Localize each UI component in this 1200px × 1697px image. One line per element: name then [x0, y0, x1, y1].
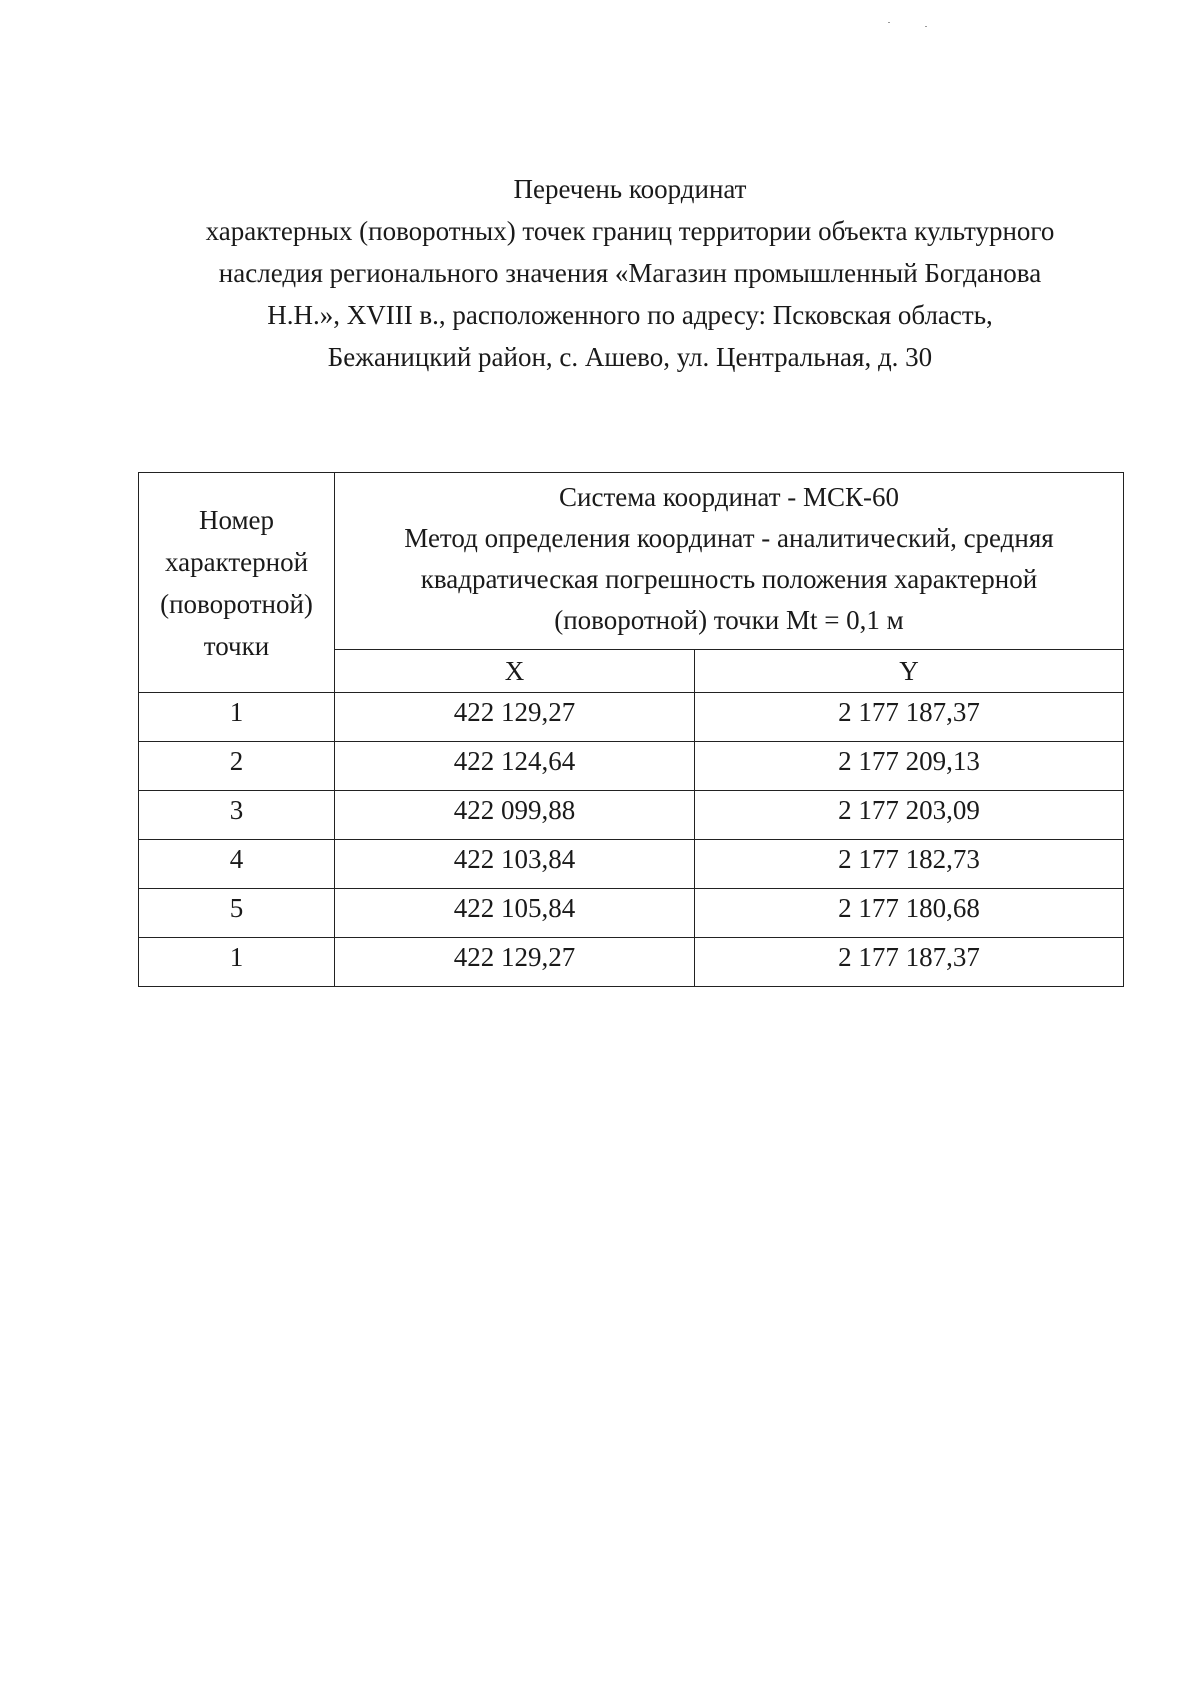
- header-line: характерной: [164, 546, 309, 577]
- point-number-cell: 2: [139, 742, 335, 791]
- document-title: [130, 168, 1130, 378]
- title-line: характерных (поворотных) точек границ территории объекта культурного: [205, 216, 1055, 246]
- point-number-cell: 1: [139, 938, 335, 987]
- scan-speck: [888, 22, 890, 23]
- x-column-header: X: [335, 650, 695, 693]
- y-value-cell: 2 177 187,37: [695, 938, 1124, 987]
- coordinate-system-header: [335, 473, 1124, 650]
- table-header-row: [139, 473, 1124, 650]
- title-line: наследия регионального значения «Магазин промышленный Богданова: [218, 258, 1042, 288]
- point-number-cell: 5: [139, 889, 335, 938]
- point-number-cell: 3: [139, 791, 335, 840]
- header-line: Система координат - МСК-60: [559, 482, 899, 512]
- title-line: Перечень координат: [513, 174, 747, 204]
- table-row: [139, 840, 1124, 889]
- y-column-header: Y: [695, 650, 1124, 693]
- header-line: (поворотной): [160, 588, 313, 619]
- table-row: [139, 742, 1124, 791]
- header-line: Номер: [198, 504, 275, 535]
- point-number-cell: 1: [139, 693, 335, 742]
- x-value-cell: 422 129,27: [335, 693, 695, 742]
- header-line: (поворотной) точки Mt = 0,1 м: [554, 605, 904, 635]
- x-value-cell: 422 124,64: [335, 742, 695, 791]
- header-line: Метод определения координат - аналитический, средняя: [404, 523, 1054, 553]
- x-value-cell: 422 105,84: [335, 889, 695, 938]
- table-row: [139, 938, 1124, 987]
- coordinates-table: [138, 472, 1124, 987]
- x-value-cell: 422 129,27: [335, 938, 695, 987]
- table-row: [139, 791, 1124, 840]
- y-value-cell: 2 177 182,73: [695, 840, 1124, 889]
- scan-speck: [925, 26, 927, 27]
- x-value-cell: 422 103,84: [335, 840, 695, 889]
- y-value-cell: 2 177 203,09: [695, 791, 1124, 840]
- point-number-cell: 4: [139, 840, 335, 889]
- title-line: Бежаницкий район, с. Ашево, ул. Центральная, д. 30: [327, 342, 933, 372]
- y-value-cell: 2 177 187,37: [695, 693, 1124, 742]
- table-row: [139, 889, 1124, 938]
- x-value-cell: 422 099,88: [335, 791, 695, 840]
- table-row: [139, 693, 1124, 742]
- y-value-cell: 2 177 180,68: [695, 889, 1124, 938]
- title-line: Н.Н.», XVIII в., расположенного по адресу: Псковская область,: [267, 300, 993, 330]
- header-line: квадратическая погрешность положения характерной: [420, 564, 1038, 594]
- header-line: точки: [203, 630, 270, 661]
- y-value-cell: 2 177 209,13: [695, 742, 1124, 791]
- point-number-header: [139, 473, 335, 693]
